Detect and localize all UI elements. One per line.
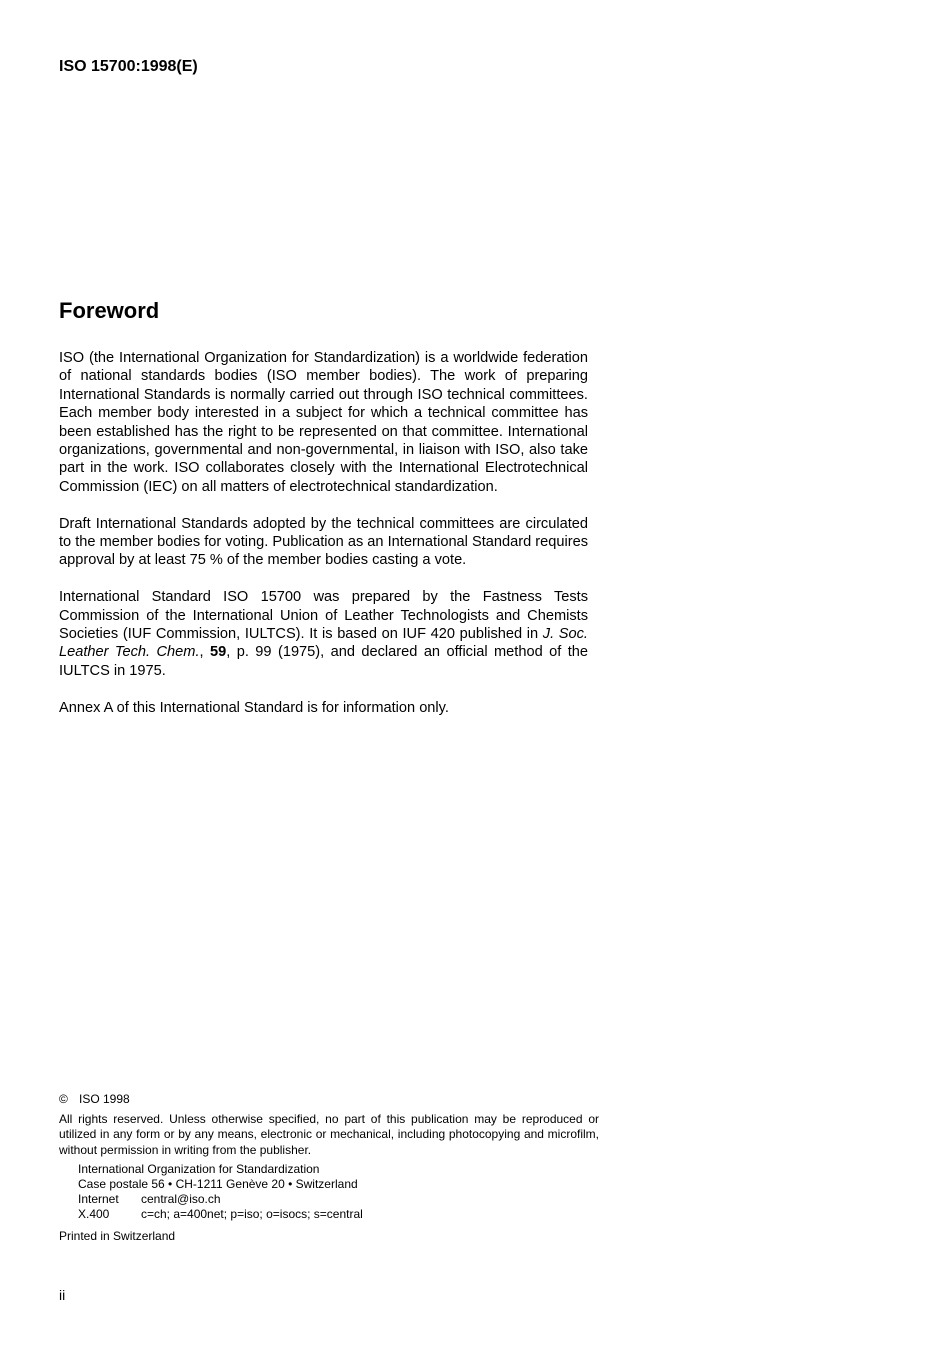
foreword-title: Foreword <box>59 298 160 323</box>
organization-name: International Organization for Standardization <box>78 1161 320 1176</box>
foreword-paragraph-1: ISO (the International Organization for Standardization) is a worldwide federation of national standards bodies (ISO member bodies). The work of preparing International Standards is normally carried out through ISO technical committees. Each member body interested in a subject for which a technical committee has been established has the right to be represented on that committee. International organizations, governmental and non-governmental, in liaison with ISO, also take part in the work. ISO collaborates closely with the International Electrotechnical Commission (IEC) on all matters of electrotechnical standardization. <box>59 350 588 495</box>
internet-row <box>78 1192 599 1207</box>
foreword-paragraph-4: Annex A of this International Standard is for information only. <box>59 699 449 716</box>
x400-row <box>78 1207 599 1222</box>
postal-address: Case postale 56 • CH-1211 Genève 20 • Switzerland <box>78 1177 358 1192</box>
publisher-address <box>78 1162 599 1223</box>
document-id: ISO 15700:1998(E) <box>59 58 198 75</box>
copyright-text: ISO 1998 <box>79 1092 130 1106</box>
internet-label: Internet <box>78 1192 119 1207</box>
copyright-block <box>59 1092 599 1244</box>
rights-statement: All rights reserved. Unless otherwise specified, no part of this publication may be reproduced or utilized in any form or by any means, electronic or mechanical, including photocopying and microfilm, without permission in writing from the publisher. <box>59 1112 599 1157</box>
copyright-line <box>59 1092 599 1107</box>
journal-volume: 59 <box>209 644 227 661</box>
x400-value: c=ch; a=400net; p=iso; o=isocs; s=central <box>141 1207 363 1222</box>
printed-in: Printed in Switzerland <box>59 1228 176 1243</box>
copyright-symbol: © <box>59 1092 68 1106</box>
foreword-paragraph-3 <box>59 588 588 680</box>
paragraph-3-separator: , <box>199 644 210 661</box>
x400-label: X.400 <box>78 1207 110 1222</box>
paragraph-3-intro: International Standard ISO 15700 was prepared by the Fastness Tests Commission of the International Union of Leather Technologists and Chemists Societies (IUF Commission, IULTCS). It is based on IUF 420 published in <box>59 589 588 643</box>
internet-value: central@iso.ch <box>141 1192 221 1207</box>
paragraph-3-rest: , p. 99 (1975), and declared an official method of the IULTCS in 1975. <box>59 644 589 679</box>
journal-name: J. Soc. Leather Tech. Chem. <box>59 626 588 661</box>
foreword-paragraph-2: Draft International Standards adopted by the technical committees are circulated to the member bodies for voting. Publication as an International Standard requires approval by at least 75 % of the member bodies casting a vote. <box>59 515 588 569</box>
page-number: ii <box>59 1287 66 1303</box>
foreword-body <box>59 349 588 735</box>
